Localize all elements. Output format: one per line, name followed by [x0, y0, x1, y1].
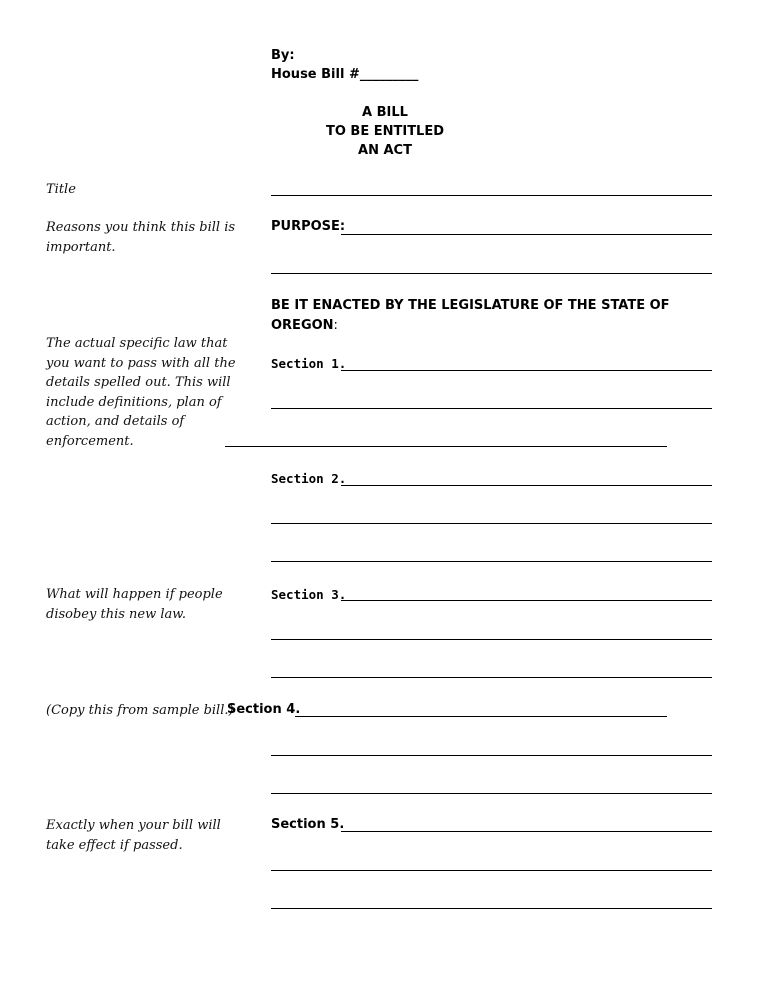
bill-title-line1: A BILL	[362, 105, 408, 120]
title-answer-line[interactable]	[271, 195, 712, 196]
bill-title-line2: TO BE ENTITLED	[325, 124, 445, 139]
section-3-label: Section 3.	[271, 587, 347, 602]
section-2-answer-line-3[interactable]	[271, 561, 712, 562]
note-reasons: Reasons you think this bill is important.	[46, 220, 236, 255]
note-copy-sample: (Copy this from sample bill.)	[46, 703, 234, 718]
section-2-label: Section 2.	[271, 471, 347, 486]
section-1-answer-line-2[interactable]	[271, 408, 712, 409]
section-3-answer-line-3[interactable]	[271, 677, 712, 678]
note-title: Title	[46, 182, 76, 197]
bill-title-line3: AN ACT	[358, 143, 412, 158]
note-effect: Exactly when your bill will take effect if passed.	[46, 818, 221, 853]
note-disobey: What will happen if people disobey this new law.	[46, 587, 223, 622]
by-label: By:	[271, 48, 295, 63]
section-5-answer-line-2[interactable]	[271, 870, 712, 871]
section-1-answer-line[interactable]	[341, 370, 712, 371]
section-5-answer-line-3[interactable]	[271, 908, 712, 909]
purpose-answer-line-2[interactable]	[271, 273, 712, 274]
purpose-answer-line[interactable]	[341, 234, 712, 235]
purpose-label: PURPOSE:	[271, 219, 346, 234]
section-4-answer-line-2[interactable]	[271, 755, 712, 756]
enacting-clause-colon: :	[333, 318, 338, 333]
house-bill-number: House Bill #_________	[271, 67, 419, 82]
section-3-answer-line-2[interactable]	[271, 639, 712, 640]
section-4-label: Section 4.	[227, 702, 301, 717]
section-4-answer-line-3[interactable]	[271, 793, 712, 794]
section-2-answer-line-2[interactable]	[271, 523, 712, 524]
section-4-answer-line[interactable]	[295, 716, 667, 717]
note-specific-law: The actual specific law that you want to pass with all the details spelled out. This will include definitions, plan of action, and details of enforcement.	[46, 336, 236, 449]
section-1-answer-line-3[interactable]	[225, 446, 667, 447]
section-2-answer-line[interactable]	[341, 485, 712, 486]
section-5-answer-line[interactable]	[341, 831, 712, 832]
enacting-clause-text: BE IT ENACTED BY THE LEGISLATURE OF THE STATE OF OREGON	[271, 298, 670, 333]
bill-title	[270, 103, 500, 160]
section-3-answer-line[interactable]	[341, 600, 712, 601]
section-5-label: Section 5.	[271, 817, 345, 832]
enacting-clause	[271, 296, 711, 336]
section-1-label: Section 1.	[271, 356, 347, 371]
